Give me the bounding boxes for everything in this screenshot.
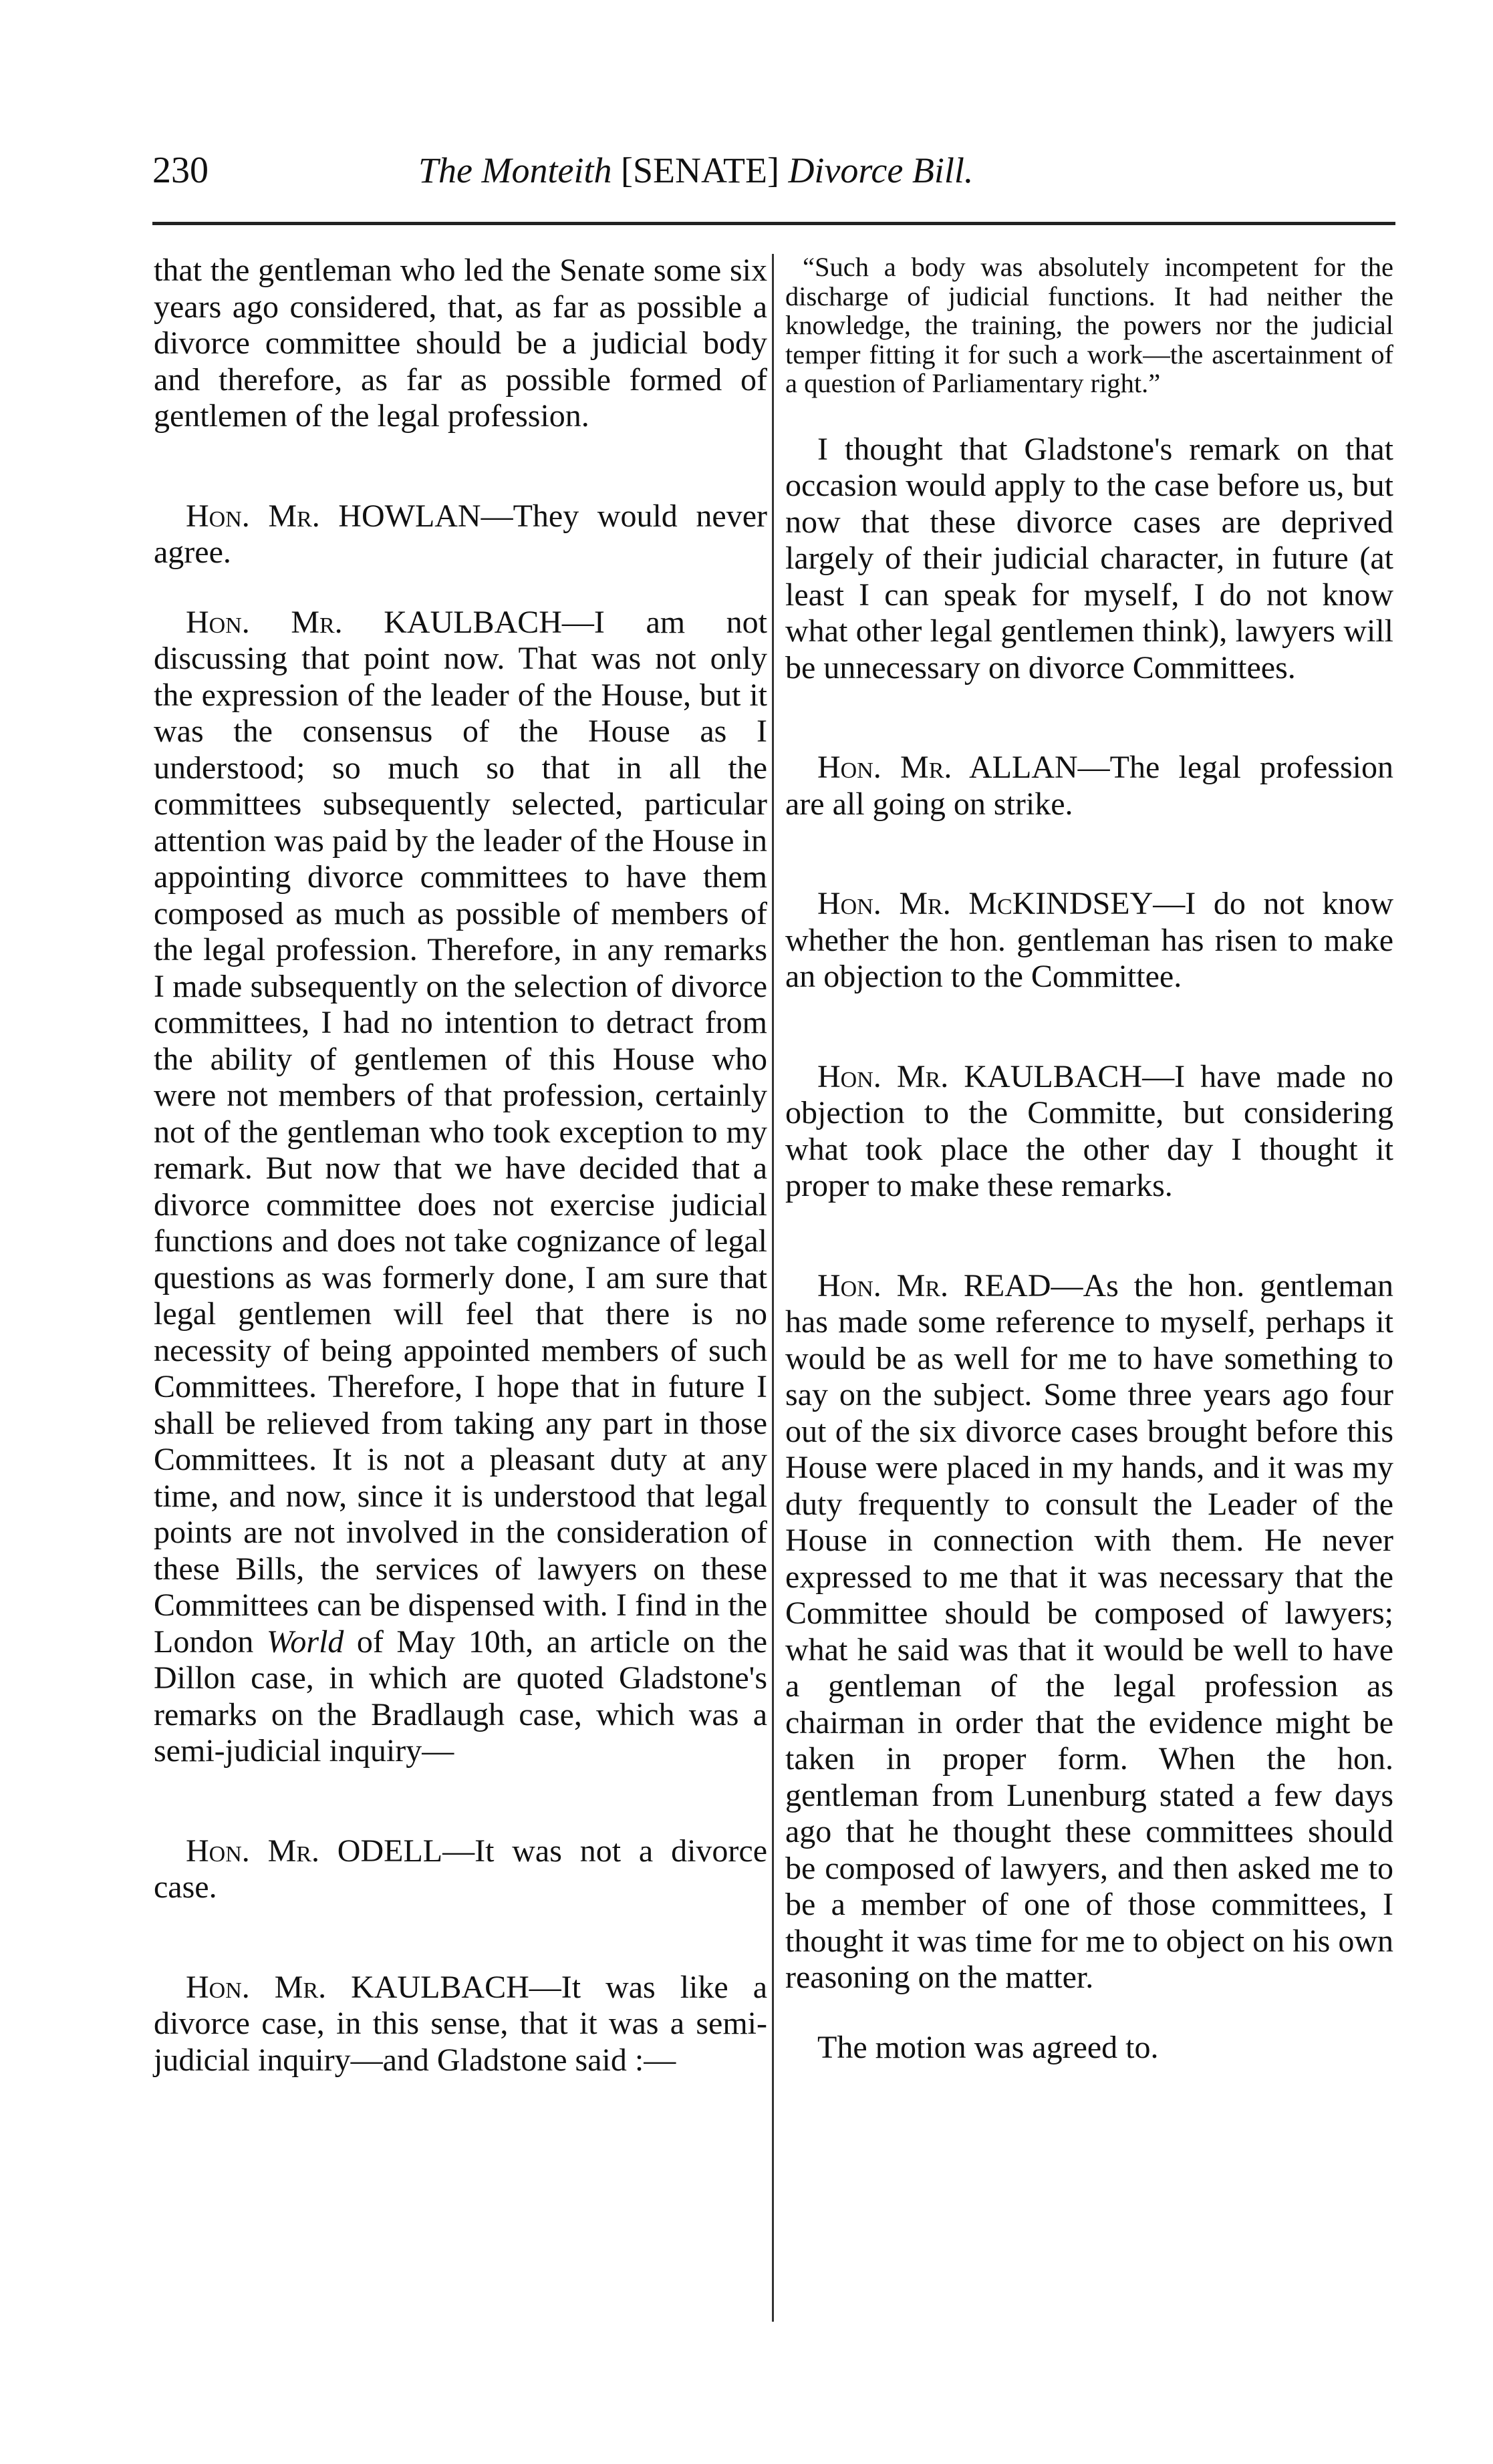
speech-text: —I have made no objection to the Committe, but considering what took place the other day I thought it proper to make these remarks. (785, 1058, 1393, 1203)
paragraph-text: that the gentleman who led the Senate some six years ago considered, that, as far as possible a divorce committee should be a judicial body and therefore, as far as possible formed of gentlemen of the legal profession. (154, 253, 767, 434)
speaker-name: Hon. Mr. KAULBACH (186, 604, 562, 640)
speech-text: —I am not discussing that point now. That was not only the expression of the leader of the House, but it was the consensus of the House as I understood; so much so that in all the committees subsequently selected, particular attention was paid by the leader of the House in appointing divorce committees to have them composed as much as possible of members of the legal profession. Therefore, in any remarks I made subsequently on the selection of divorce committees, I had no intention to detract from the ability of gentlemen of this House who were not members of that profession, certainly not of the gentleman who took exception to my remark. But now that we have decided that a divorce committee does not exercise judicial functions and does not take cognizance of legal questions as was formerly done, I am sure that legal gentlemen will feel that there is no necessity of being appointed members of such Committees. Therefore, I hope that in future I shall be relieved from taking any part in those Committees. It is not a pleasant duty at any time, and now, since it is understood that legal points are not involved in the consideration of these Bills, the services of lawyers on these Committees can be dispensed with. I find in the London (154, 604, 767, 1660)
speech (154, 1970, 767, 2079)
publication-title: World (266, 1624, 344, 1660)
speech-text-continued: of May 10th, an article on the Dillon case, in which are quoted Gladstone's remarks on the Bradlaugh case, which was a semi-judicial inquiry— (154, 1624, 767, 1768)
speaker-name: Hon. Mr. ODELL (186, 1833, 443, 1869)
closing-text: The motion was agreed to. (817, 2029, 1159, 2065)
speech-text: —As the hon. gentleman has made some reference to myself, perhaps it would be as well for me to have something to say on the subject. Some three years ago four out of the six divorce cases brought before this House were placed in my hands, and it was my duty frequently to consult the Leader of the House in connection with them. He never expressed to me that it was necessary that the Committee should be composed of lawyers; what he said was that it would be well to have a gentleman of the legal profession as chairman in order that the evidence might be taken in proper form. When the hon. gentleman from Lunenburg stated a few days ago that he thought these committees should be composed of lawyers, and then asked me to be a member of one of those committees, I thought it was time for me to object on his own reasoning on the matter. (785, 1267, 1393, 1995)
running-head-title: The Monteith (418, 150, 612, 190)
page-number: 230 (152, 150, 209, 191)
speech (785, 1268, 1393, 1996)
speech-text: —They would never agree. (154, 498, 767, 570)
paragraph-text: I thought that Gladstone's remark on that occasion would apply to the case before us, but now that these divorce cases are deprived largely of their judicial character, in future (at least I can speak for myself, I do not know what other legal gentlemen think), lawyers will be unnecessary on divorce Committees. (785, 431, 1393, 685)
speaker-name: Hon. Mr. KAULBACH (817, 1058, 1143, 1094)
paragraph (154, 253, 767, 435)
page-header (152, 140, 1395, 200)
column-divider (772, 254, 774, 2322)
speaker-name: Hon. Mr. KAULBACH (186, 1969, 529, 2005)
speech-text: —The legal profession are all going on strike. (785, 750, 1393, 822)
speech-text: —It was like a divorce case, in this sense, that it was a semi-judicial inquiry—and Gladstone said :— (154, 1969, 767, 2078)
paragraph (785, 432, 1393, 687)
running-head-subject: Divorce Bill. (788, 150, 974, 190)
speaker-name: Hon. Mr. McKINDSEY (817, 886, 1153, 921)
speech-text: —It was not a divorce case. (154, 1833, 768, 1905)
speech (154, 605, 767, 1770)
speaker-name: Hon. Mr. ALLAN (817, 750, 1078, 785)
running-head (418, 140, 973, 200)
right-column (785, 253, 1393, 2066)
left-column (154, 253, 767, 2078)
running-head-chamber: [SENATE] (620, 150, 779, 190)
speech (785, 886, 1393, 995)
speaker-name: Hon. Mr. READ (817, 1267, 1051, 1303)
speech (785, 1059, 1393, 1205)
block-quote (785, 253, 1393, 398)
speech (785, 750, 1393, 822)
closing-statement (785, 2030, 1393, 2066)
speaker-name: Hon. Mr. HOWLAN (186, 498, 481, 534)
header-rule (152, 222, 1395, 225)
quote-text: “Such a body was absolutely incompetent for the discharge of judicial functions. It had neither the knowledge, the training, the powers nor the judicial temper fitting it for such a work—the ascertainment of a question of Parliamentary right.” (785, 252, 1393, 398)
speech (154, 498, 767, 571)
speech-text: —I do not know whether the hon. gentleman has risen to make an objection to the Committee. (785, 886, 1393, 994)
speech (154, 1833, 767, 1906)
